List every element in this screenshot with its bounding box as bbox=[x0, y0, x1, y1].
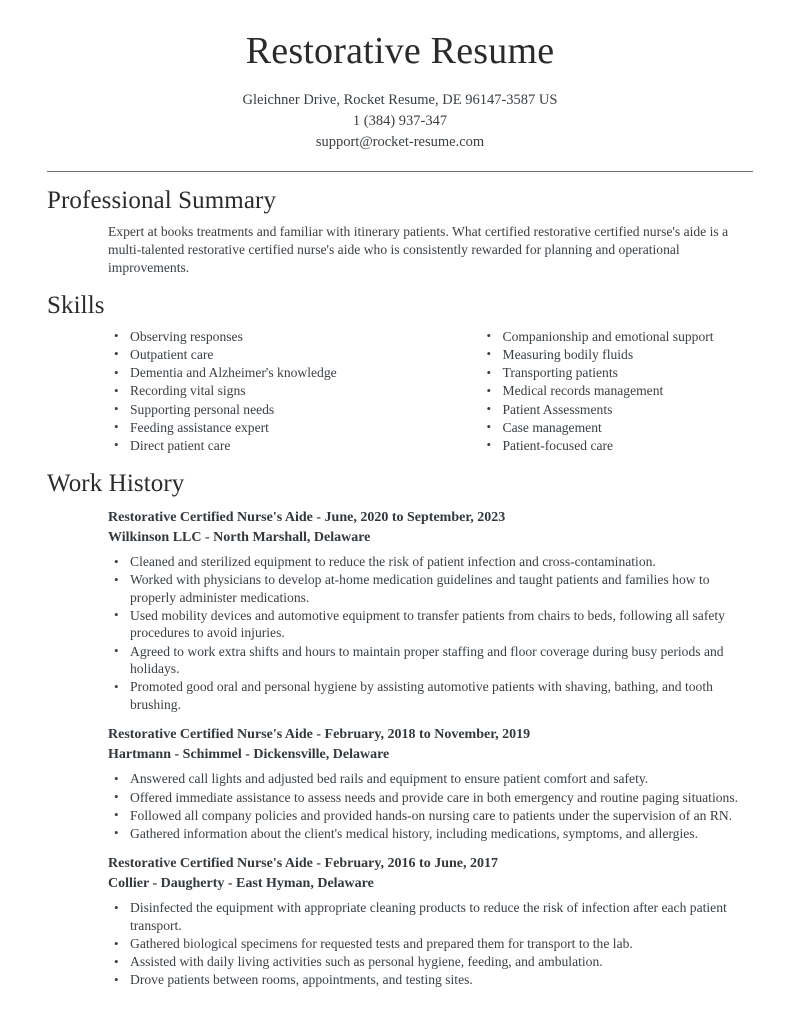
list-item: • Followed all company policies and provided hands-on nursing care to patients under the supervision of an RN. bbox=[108, 807, 753, 825]
work-history-entry bbox=[108, 508, 753, 713]
list-item: • Answered call lights and adjusted bed rails and equipment to ensure patient comfort and safety. bbox=[108, 770, 753, 788]
list-item: • Direct patient care bbox=[108, 437, 431, 455]
list-item: • Agreed to work extra shifts and hours to maintain proper staffing and floor coverage during busy periods and holidays. bbox=[108, 643, 753, 678]
list-item: • Case management bbox=[481, 419, 754, 437]
work-history-jobs bbox=[47, 508, 753, 989]
list-item: • Patient-focused care bbox=[481, 437, 754, 455]
skills-columns bbox=[47, 328, 753, 455]
contact-phone: 1 (384) 937-347 bbox=[352, 112, 448, 129]
section-title-professional-summary: Professional Summary bbox=[47, 186, 277, 214]
job-responsibility-list bbox=[108, 770, 753, 842]
list-item: • Worked with physicians to develop at-home medication guidelines and taught patients and families how to properly administer medications. bbox=[108, 571, 753, 606]
list-item: • Gathered information about the client's medical history, including medications, symptoms, and allergies. bbox=[108, 825, 753, 843]
list-item: • Assisted with daily living activities such as personal hygiene, feeding, and ambulation. bbox=[108, 953, 753, 971]
list-item: • Supporting personal needs bbox=[108, 401, 431, 419]
job-responsibility-list bbox=[108, 553, 753, 713]
skills-column-left bbox=[108, 328, 431, 455]
contact-email: support@rocket-resume.com bbox=[315, 133, 485, 150]
section-professional-summary bbox=[47, 186, 753, 277]
section-title-skills: Skills bbox=[47, 291, 105, 319]
job-responsibility-list bbox=[108, 899, 753, 988]
list-item: • Patient Assessments bbox=[481, 401, 754, 419]
job-title-line: Restorative Certified Nurse's Aide - February, 2018 to November, 2019 bbox=[108, 727, 531, 743]
resume-header bbox=[47, 0, 753, 153]
list-item: • Observing responses bbox=[108, 328, 431, 346]
job-company-line: Collier - Daugherty - East Hyman, Delaware bbox=[108, 875, 374, 891]
list-item: • Promoted good oral and personal hygiene by assisting automotive patients with shaving, bathing, and tooth brushing. bbox=[108, 678, 753, 713]
list-item: • Transporting patients bbox=[481, 364, 754, 382]
skills-list-right bbox=[481, 328, 754, 455]
list-item: • Drove patients between rooms, appointments, and testing sites. bbox=[108, 971, 753, 989]
job-title-line: Restorative Certified Nurse's Aide - February, 2016 to June, 2017 bbox=[108, 856, 498, 872]
job-title-line: Restorative Certified Nurse's Aide - June, 2020 to September, 2023 bbox=[108, 510, 506, 526]
job-company-line: Hartmann - Schimmel - Dickensville, Delaware bbox=[108, 746, 390, 762]
professional-summary-body bbox=[47, 223, 753, 277]
list-item: • Cleaned and sterilized equipment to reduce the risk of patient infection and cross-contamination. bbox=[108, 553, 753, 571]
list-item: • Disinfected the equipment with appropriate cleaning products to reduce the risk of infection after each patient transport. bbox=[108, 899, 753, 934]
professional-summary-text: Expert at books treatments and familiar with itinerary patients. What certified restorative certified nurse's aide is a multi-talented restorative certified nurse's aide who is consistently rewarded for planning and operational improvements. bbox=[108, 223, 729, 275]
work-history-entry bbox=[108, 854, 753, 988]
section-work-history bbox=[47, 469, 753, 989]
list-item: • Gathered biological specimens for requested tests and prepared them for transport to the lab. bbox=[108, 935, 753, 953]
list-item: • Outpatient care bbox=[108, 346, 431, 364]
list-item: • Companionship and emotional support bbox=[481, 328, 754, 346]
list-item: • Feeding assistance expert bbox=[108, 419, 431, 437]
section-skills bbox=[47, 291, 753, 455]
section-title-work-history: Work History bbox=[47, 470, 185, 498]
work-history-entry bbox=[108, 725, 753, 842]
job-company-line: Wilkinson LLC - North Marshall, Delaware bbox=[108, 529, 371, 545]
list-item: • Used mobility devices and automotive equipment to transfer patients from chairs to beds, following all safety procedures to avoid injuries. bbox=[108, 607, 753, 642]
page-title: Restorative Resume bbox=[245, 30, 555, 72]
list-item: • Dementia and Alzheimer's knowledge bbox=[108, 364, 431, 382]
list-item: • Recording vital signs bbox=[108, 382, 431, 400]
header-divider bbox=[47, 171, 753, 172]
list-item: • Offered immediate assistance to assess needs and provide care in both emergency and routine paging situations. bbox=[108, 789, 753, 807]
list-item: • Medical records management bbox=[481, 382, 754, 400]
contact-address: Gleichner Drive, Rocket Resume, DE 96147-3587 US bbox=[242, 91, 558, 108]
skills-list-left bbox=[108, 328, 431, 455]
list-item: • Measuring bodily fluids bbox=[481, 346, 754, 364]
skills-column-right bbox=[431, 328, 754, 455]
